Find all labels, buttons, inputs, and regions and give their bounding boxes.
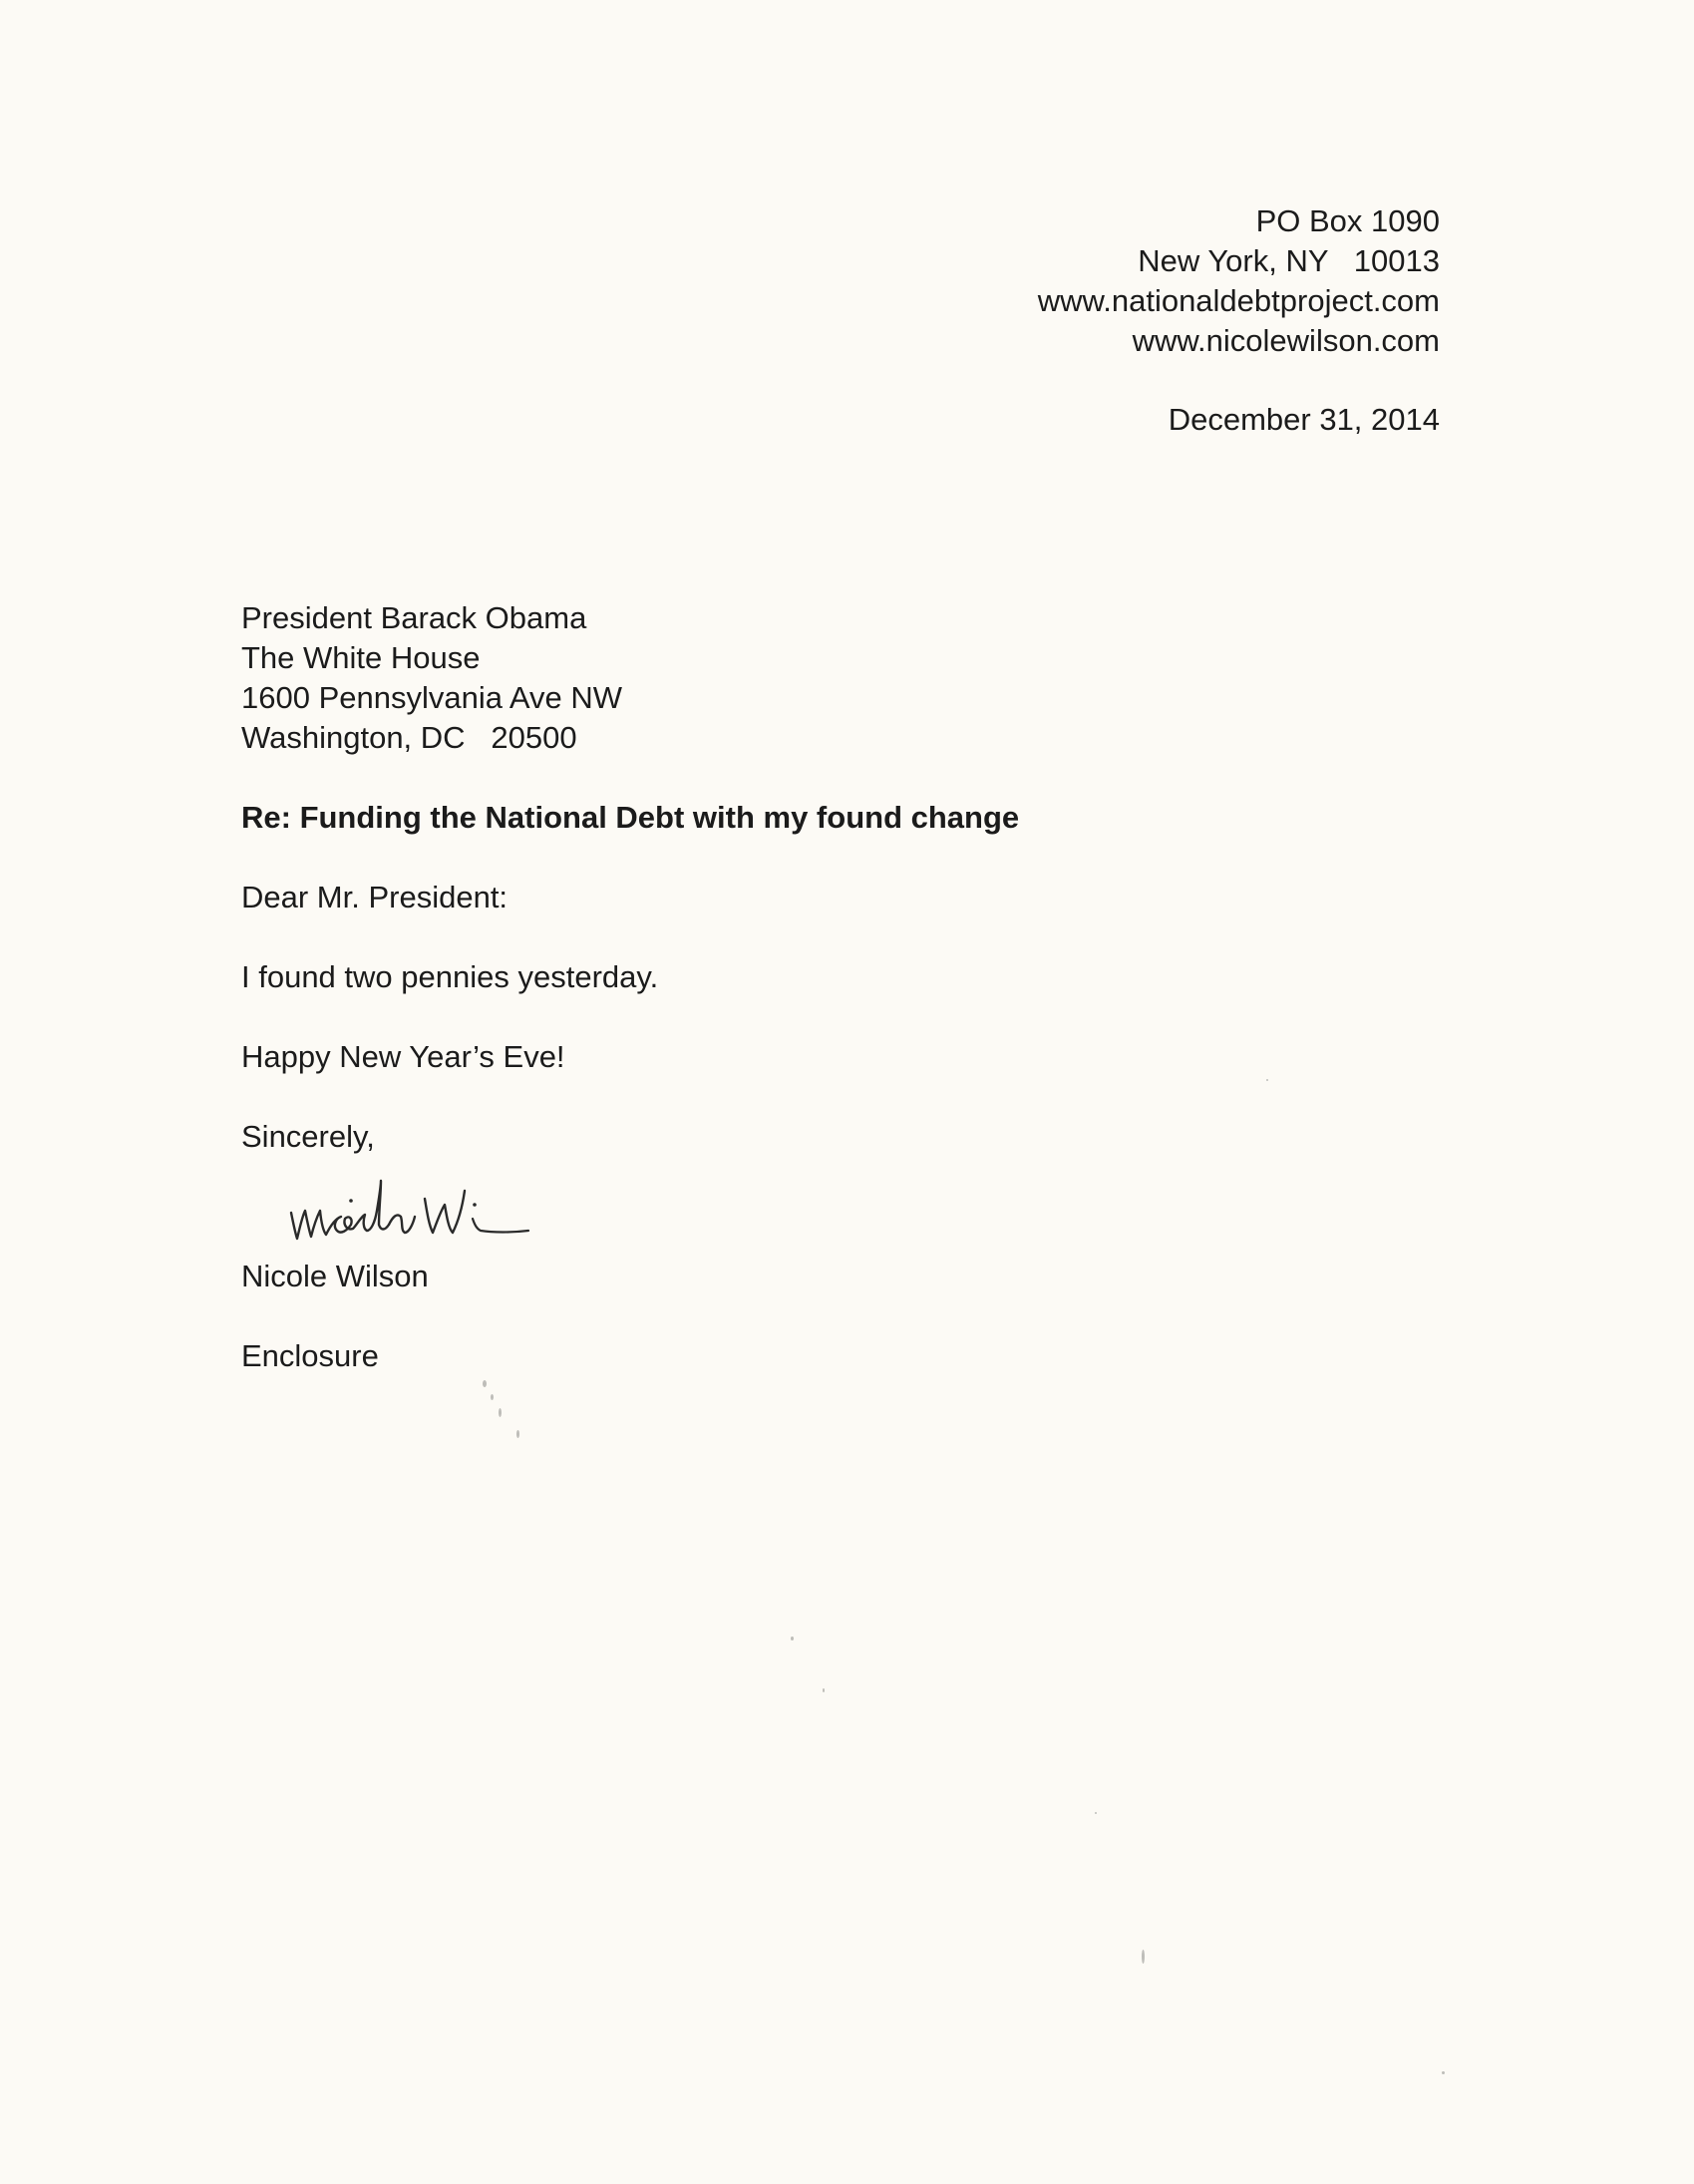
paper-speck <box>823 1688 825 1692</box>
paper-speck <box>1266 1079 1268 1081</box>
letter-body <box>241 598 1438 1376</box>
sender-po-box: PO Box 1090 <box>1255 203 1440 238</box>
letter-date: December 31, 2014 <box>1168 402 1440 437</box>
paper-speck <box>1142 1950 1145 1964</box>
paper-speck <box>1442 2071 1445 2074</box>
enclosure-notation: Enclosure <box>241 1338 379 1373</box>
closing: Sincerely, <box>241 1119 375 1154</box>
sender-website-personal: www.nicolewilson.com <box>1132 323 1440 358</box>
signer-name: Nicole Wilson <box>241 1259 429 1293</box>
sender-city-state-zip: New York, NY 10013 <box>1138 243 1440 278</box>
paper-speck <box>499 1408 502 1417</box>
subject-line: Re: Funding the National Debt with my found change <box>241 800 1020 835</box>
paper-speck <box>1095 1812 1097 1814</box>
paper-speck <box>491 1394 494 1400</box>
body-paragraph-2: Happy New Year’s Eve! <box>241 1039 565 1074</box>
handwritten-signature <box>283 1161 562 1257</box>
sender-website-project: www.nationaldebtproject.com <box>1037 283 1440 318</box>
paper-speck <box>516 1430 519 1438</box>
sender-address-block <box>1038 201 1440 361</box>
recipient-city-state-zip: Washington, DC 20500 <box>241 720 577 755</box>
recipient-organization: The White House <box>241 640 481 675</box>
recipient-name: President Barack Obama <box>241 600 587 635</box>
paper-speck <box>483 1380 487 1387</box>
paper-speck <box>791 1637 794 1640</box>
recipient-street: 1600 Pennsylvania Ave NW <box>241 680 622 715</box>
salutation: Dear Mr. President: <box>241 880 508 914</box>
recipient-address-block <box>241 598 1438 758</box>
body-paragraph-1: I found two pennies yesterday. <box>241 959 659 994</box>
